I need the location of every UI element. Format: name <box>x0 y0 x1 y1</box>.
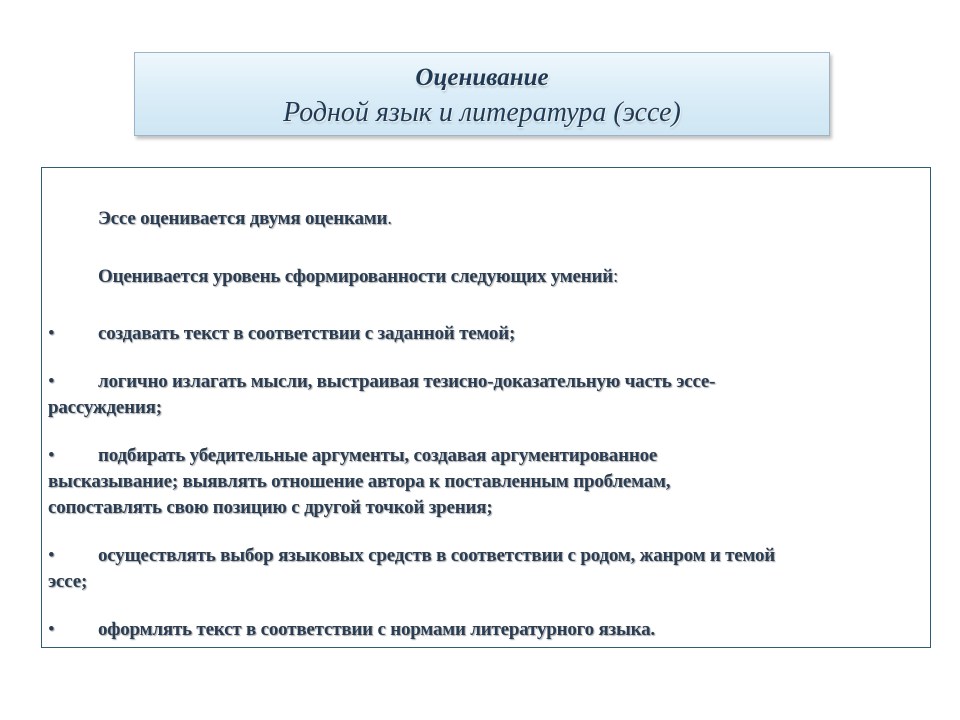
intro-text: Эссе оценивается <box>98 208 250 229</box>
skills-heading-colon: : <box>613 266 619 287</box>
intro-paragraph <box>48 206 924 232</box>
list-item-text: высказывание; выявлять отношение автора к поставленным проблемам, <box>48 471 671 492</box>
list-item-text: сопоставлять свою позицию с другой точкой зрения; <box>48 497 493 518</box>
title-banner <box>134 52 830 136</box>
list-item-continuation <box>48 395 924 421</box>
list-item-text: эссе; <box>48 571 88 592</box>
bullet-marker: • <box>48 445 55 466</box>
list-item <box>48 369 924 395</box>
intro-bold: двумя оценками <box>249 208 388 229</box>
intro-end: . <box>387 208 392 229</box>
list-item-text: логично излагать мысли, выстраивая тезисно-доказательную часть эссе- <box>98 371 716 392</box>
list-item-continuation <box>48 495 924 521</box>
bullet-marker: • <box>48 619 55 640</box>
list-item-text: оформлять текст в соответствии с нормами литературного языка. <box>98 619 655 640</box>
list-item-continuation <box>48 469 924 495</box>
page-subtitle: Родной язык и литература (эссе) <box>283 97 681 128</box>
skills-heading-text: Оценивается уровень сформированности следующих умений <box>98 266 614 287</box>
list-item <box>48 617 924 643</box>
content-panel <box>41 167 931 648</box>
bullet-marker: • <box>48 323 55 344</box>
list-item <box>48 321 924 347</box>
skills-heading <box>48 264 924 290</box>
list-item-text: создавать текст в соответствии с заданной темой; <box>98 323 516 344</box>
bullet-marker: • <box>48 545 55 566</box>
list-item <box>48 543 924 569</box>
list-item-text: подбирать убедительные аргументы, создавая аргументированное <box>98 445 658 466</box>
list-item <box>48 443 924 469</box>
bullet-marker: • <box>48 371 55 392</box>
list-item-text: рассуждения; <box>48 397 162 418</box>
page-title: Оценивание <box>415 64 549 91</box>
list-item-continuation <box>48 569 924 595</box>
list-item-text: осуществлять выбор языковых средств в соответствии с родом, жанром и темой <box>98 545 776 566</box>
